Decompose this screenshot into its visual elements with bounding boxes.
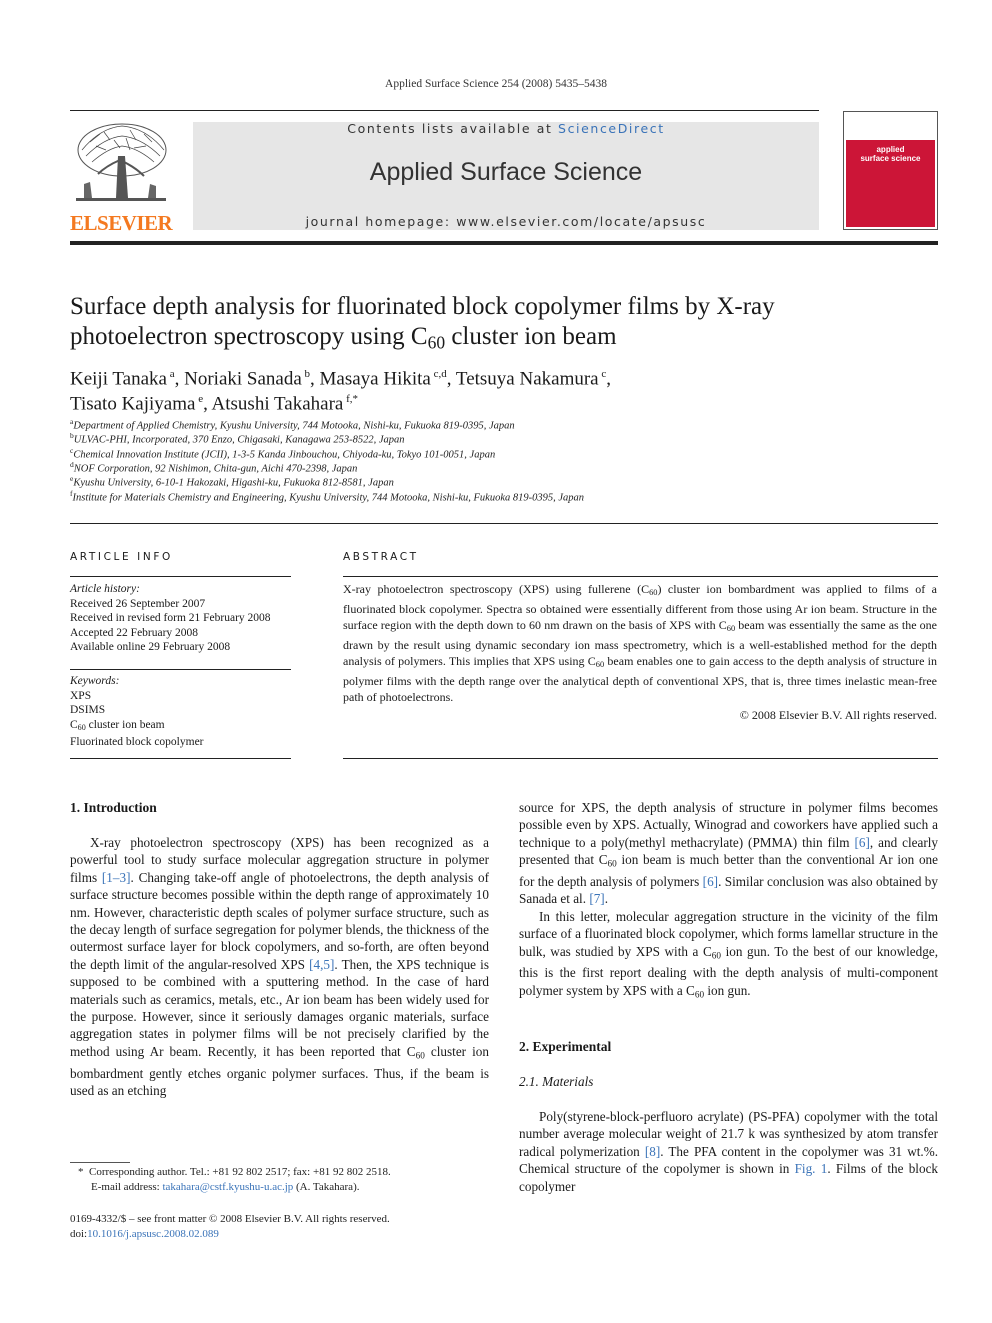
sciencedirect-link[interactable]: ScienceDirect <box>558 121 665 136</box>
body-text: . <box>604 891 608 907</box>
journal-citation: Applied Surface Science 254 (2008) 5435–5438 <box>385 78 607 90</box>
body-text: cluster ion bombardment gently etches organic polymer surfaces. Thus, if the beam is used as an etching <box>70 1043 489 1098</box>
abstract-subscript: 60 <box>595 660 605 670</box>
paragraph <box>519 799 938 908</box>
author-affil-mark: b <box>304 368 311 380</box>
author-affil-mark: f,* <box>346 393 359 406</box>
elsevier-wordmark: ELSEVIER <box>70 211 173 235</box>
section-introduction-heading: 1. Introduction <box>70 800 157 815</box>
abstract-subscript: 60 <box>726 624 736 634</box>
keyword-part: cluster ion beam <box>85 718 165 731</box>
figure-link[interactable]: Fig. 1 <box>794 1161 828 1177</box>
journal-homepage[interactable]: journal homepage: www.elsevier.com/locate/apsusc <box>305 214 707 229</box>
materials-body <box>519 1108 938 1195</box>
author-list: Keiji Tanaka $^a$, Noriaki Sanada $^b$, Masaya Hikita $^{c,d}$, Tetsuya Nakamura $^c$, Tisato Kajiyama $^e$, Atsushi Takahara $^{f,*}$ <box>70 368 612 415</box>
affiliation-mark: f <box>70 489 73 498</box>
introduction-body <box>70 834 489 1099</box>
abstract-heading: ABSTRACT <box>343 551 419 563</box>
affiliation-text: Chemical Innovation Institute (JCII), 1-3-5 Kanda Jinbouchou, Chiyoda-ku, Tokyo 101-0051, Japan <box>73 449 496 461</box>
contents-prefix: Contents lists available at <box>347 121 559 136</box>
footnote-corresponding <box>78 1165 498 1180</box>
abstract-text: beam enables one to gain access to the depth analysis of structure in polymer films with the depth range over the analytical depth of conventional XPS, that is, three times inelastic mean-free path of photoelectrons. <box>343 654 938 705</box>
keyword: DSIMS <box>70 704 106 716</box>
affiliation-mark: e <box>70 474 74 483</box>
keyword-part: C <box>70 718 78 731</box>
contents-line <box>193 121 819 136</box>
history-revised: Received in revised form 21 February 2008 <box>70 612 271 624</box>
footnote-text: Corresponding author. Tel.: +81 92 802 2517; fax: +81 92 802 2518. <box>89 1166 391 1178</box>
header-top-rule <box>70 110 819 111</box>
subscript: 60 <box>607 858 617 869</box>
journal-title: Applied Surface Science <box>369 158 643 186</box>
author-name[interactable]: Keiji Tanaka <box>70 368 167 390</box>
subscript: 60 <box>711 949 721 960</box>
history-accepted: Accepted 22 February 2008 <box>70 626 199 639</box>
paragraph <box>70 834 489 1099</box>
journal-cover <box>843 111 938 230</box>
affiliation <box>70 417 515 432</box>
author-affil-mark: c,d <box>433 368 447 380</box>
front-matter <box>70 1212 500 1242</box>
body-text: . Then, the XPS technique is supposed to be combined with a sputtering method. In the case of hard materials such as ceramics, metals, etc., Ar ion beam has been widely used for the purpose. However, since it seriously damages organic materials, surface aggregation states in polymer films will be not precisely clarified by the method using Ar beam. Recently, it has been reported that C <box>70 956 489 1059</box>
article-info-rule <box>70 576 291 577</box>
body-text: . Changing take-off angle of photoelectrons, the depth analysis of surface structure becomes possible within the depth range of approximately 10 nm. However, characteristic depth scales of polymer surface structure, such as the decay length of surface segregation for polymer blends, the thickness of the outermost surface layer for block copolymers, and so-forth, are often beyond the depth limit of the angular-resolved XPS <box>70 869 490 972</box>
footnote-star: * <box>78 1166 84 1178</box>
section-experimental-heading: 2. Experimental <box>519 1039 612 1054</box>
author-affil-mark: c <box>601 368 607 380</box>
body-text: ion gun. To the best of our knowledge, this is the first report dealing with the depth analysis of multi-component polymer system by XPS with a C <box>519 943 938 998</box>
affiliation-mark: d <box>70 460 74 469</box>
abstract-copyright: © 2008 Elsevier B.V. All rights reserved. <box>739 708 937 722</box>
email-label: E-mail address: <box>91 1181 163 1193</box>
affiliation-mark: b <box>70 431 74 440</box>
affiliation-text: Department of Applied Chemistry, Kyushu University, 744 Motooka, Nishi-ku, Fukuoka 819-0395, Japan <box>73 420 515 432</box>
reference-link[interactable]: [1–3] <box>101 869 131 885</box>
body-text: . Films of the block copolymer <box>519 1161 939 1194</box>
affiliation-mark: a <box>70 417 74 426</box>
author-name[interactable]: Tisato Kajiyama <box>70 393 196 415</box>
abstract-body <box>343 581 937 705</box>
article-info-heading: ARTICLE INFO <box>70 551 173 563</box>
article-info-bottom-rule <box>70 758 291 759</box>
subscript: 60 <box>694 988 705 999</box>
abstract-text: X-ray photoelectron spectroscopy (XPS) using fullerene (C <box>343 582 650 596</box>
paragraph <box>519 1108 938 1195</box>
abstract-rule <box>343 576 938 577</box>
article-title <box>70 292 930 357</box>
cover-title-line2: surface science <box>860 154 921 163</box>
author-affil-mark: e <box>198 393 204 406</box>
abstract-bottom-rule <box>343 758 938 759</box>
elsevier-tree-icon <box>70 120 172 210</box>
body-text: . The PFA content in the copolymer was 31 wt.%. Chemical structure of the copolymer is shown in <box>519 1143 938 1177</box>
abstract-subscript: 60 <box>649 588 658 598</box>
body-text: In this letter, molecular aggregation structure in the vicinity of the film surface of a fluorinated block copolymer, which forms lamellar structure in the bulk, was studied by XPS with a C <box>519 908 938 959</box>
affiliation <box>70 446 495 461</box>
affiliation-text: ULVAC-PHI, Incorporated, 370 Enzo, Chigasaki, Kanagawa 253-8522, Japan <box>73 434 405 446</box>
affiliation-mark: c <box>70 446 74 455</box>
footnote-rule <box>70 1162 130 1163</box>
reference-link[interactable]: [8] <box>644 1143 661 1159</box>
affiliation <box>70 489 584 504</box>
title-part-a: photoelectron spectroscopy using C <box>70 323 428 350</box>
corresponding-author-footnote <box>78 1165 498 1195</box>
affiliation <box>70 460 357 475</box>
email-tail: (A. Takahara). <box>293 1181 360 1193</box>
body-text: X-ray photoelectron spectroscopy (XPS) has been recognized as a powerful tool to study surface molecular aggregation structure in polymer films <box>70 835 489 885</box>
paragraph <box>519 908 938 1004</box>
body-text: source for XPS, the depth analysis of structure in polymer films becomes possible even by XPS. Actually, Winograd and coworkers have applied such a technique to a poly(methyl methacrylate) (PMMA) thin film <box>519 800 938 850</box>
abstract-text: beam was essentially the same as the one drawn by the result using dynamic secondary ion mass spectrometry, which is a well-established method for the depth analysis of polymers. This implies that XPS using C <box>343 618 938 669</box>
title-part-b: cluster ion beam <box>445 323 617 350</box>
body-text: ion beam is much better than the conventional Ar ion one for the depth analysis of polymers <box>519 852 938 889</box>
reference-link[interactable]: [6] <box>854 834 870 850</box>
subsection-materials-heading: 2.1. Materials <box>519 1074 594 1089</box>
author-name[interactable]: Tetsuya Nakamura <box>455 368 599 390</box>
body-text: , and clearly presented that C <box>519 834 938 868</box>
body-text: Poly(styrene-block-perfluoro acrylate) (PS-PFA) copolymer with the total number average molecular weight of 21.7 k was synthesized by atom transfer radical polymerization <box>519 1109 938 1159</box>
keyword: XPS <box>70 689 92 702</box>
keyword-subscript: 60 <box>77 722 86 732</box>
abstract-text: ) cluster ion bombardment was applied to films of a fluorinated block copolymer. Spectra so obtained were essentially different from those using Ar ion beam. Structure in the surface region with the depth down to 60 nm drawn on the basis of XPS with C <box>343 582 937 633</box>
history-received: Received 26 September 2007 <box>70 597 206 610</box>
subscript: 60 <box>415 1050 425 1061</box>
affiliation <box>70 431 404 446</box>
right-column-body <box>519 799 938 1003</box>
email-link[interactable]: takahara@cstf.kyushu-u.ac.jp <box>162 1181 294 1193</box>
keyword: Fluorinated block copolymer <box>70 736 204 748</box>
author-affil-mark: a <box>169 368 175 380</box>
affiliation-text: Kyushu University, 6-10-1 Hakozaki, Higashi-ku, Fukuoka 812-8581, Japan <box>73 477 394 489</box>
title-subscript: 60 <box>427 332 446 353</box>
author-name[interactable]: Atsushi Takahara <box>211 393 344 415</box>
title-line-1: Surface depth analysis for fluorinated block copolymer films by X-ray <box>70 293 775 320</box>
history-label: Article history: <box>70 583 140 595</box>
affiliations-rule <box>70 523 938 524</box>
author-name[interactable]: Noriaki Sanada <box>184 368 302 390</box>
affiliation <box>70 474 394 489</box>
author-name[interactable]: Masaya Hikita <box>319 368 431 390</box>
history-online: Available online 29 February 2008 <box>70 641 231 653</box>
keywords-label: Keywords: <box>70 675 120 687</box>
doi-label: doi: <box>70 1228 88 1240</box>
reference-link[interactable]: [6] <box>702 873 719 889</box>
footnote-email <box>78 1180 498 1195</box>
affiliation-text: Institute for Materials Chemistry and Engineering, Kyushu University, 744 Motooka, Nishi-ku, Fukuoka 819-0395, Japan <box>72 492 585 504</box>
title-line-2 <box>70 322 930 357</box>
keywords <box>70 674 295 750</box>
body-text: . Similar conclusion was also obtained by Sanada et al. <box>519 873 938 907</box>
reference-link[interactable]: [7] <box>589 891 605 907</box>
reference-link[interactable]: [4,5] <box>309 956 335 972</box>
keywords-rule <box>70 669 291 670</box>
article-history <box>70 582 295 655</box>
affiliation-text: NOF Corporation, 92 Nishimon, Chita-gun, Aichi 470-2398, Japan <box>73 463 358 475</box>
doi-link[interactable]: 10.1016/j.apsusc.2008.02.089 <box>87 1228 219 1240</box>
doi-line <box>70 1227 500 1242</box>
keyword <box>70 718 295 736</box>
issn-line: 0169-4332/$ – see front matter © 2008 Elsevier B.V. All rights reserved. <box>70 1213 390 1225</box>
cover-title-line1: applied <box>876 145 905 154</box>
body-text: ion gun. <box>704 982 751 998</box>
header-bottom-rule <box>70 241 938 245</box>
